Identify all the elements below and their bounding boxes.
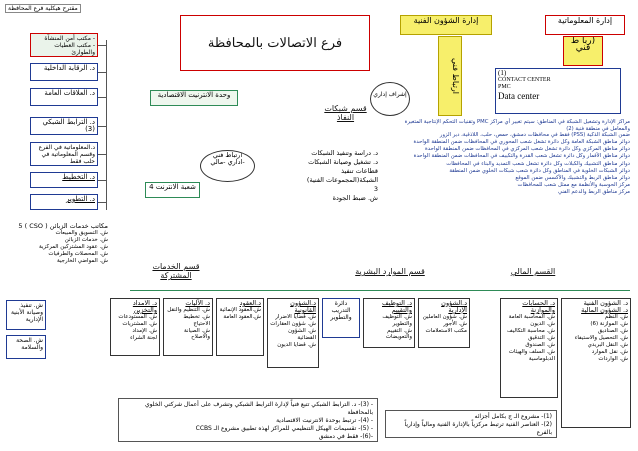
cso-item: ش. التسويق والمبيعات [55,230,108,236]
note-left-line: - (4)- ترتبط بوحدة الانترنيت الاقتصادية [276,417,373,424]
branch-info-box: د.المعلوماتية في الفرع وقسم المعلوماتية في حلب فقط [30,142,98,166]
pmc-label: PMC [498,84,511,90]
internal-audit-box: د. الرقابة الداخلية [30,63,98,81]
cso-box [5,222,110,278]
financial-affairs-item: ش. الموازنة (6) [590,321,628,327]
accounts-list [503,314,555,362]
pmc-contact-center: CONTACT CENTER [498,77,551,83]
health-safety-box: ش. الصحة والسلامة [6,335,46,359]
vehicles-item: ش. الصيانة والاصلاح [184,327,210,340]
accounts-item: ش. محاسبة التكاليف [507,328,555,334]
description-line: مركز الحوسبة والأنظمة مع ممثل شعب للمحافظات [517,181,630,188]
description-lines [384,132,630,195]
info-management-box: إدارة المعلوماتية [545,15,625,35]
page-title: فرع الاتصالات بالمحافظة [180,15,370,71]
development-box: د. التطوير [30,194,98,210]
description-line: دوائر مناطق الشبكة العامة وكل دائرة تشغل شعب المحوري في المحافظات ضمن المنطقة الواحدة [413,139,630,146]
proposal-tag: مقترح هيكلية فرع المحافظة [5,4,81,13]
info-sub-box: (ربا ط فني [563,36,603,66]
financial-affairs-item: ش. النظم [604,314,628,320]
vehicles-box [163,298,213,356]
econ-unit-box: وحدة الانترنيت الاقتصادية [150,90,238,106]
financial-affairs-item: ش. النقل البريدي [587,342,628,348]
supply-item: لجنة الشراء [130,335,157,341]
cso-item: ش. المحصلات والطرفيات [48,251,108,257]
description-line: دوائر مناطق التشبيك والكبلات وكل دائرة تشغل شعب التمديد والبناء في المحافظات [446,160,630,167]
staffing-box [363,298,415,348]
tech-management-box: إدارة الشؤون الفنية [400,15,492,35]
staffing-item: ش. التوظيف والتطوير [382,314,412,327]
vehicles-title: د. الآليات [185,299,210,307]
cso-title: مكاتب خدمات الزبائن ( CSO ) 5 [18,222,108,230]
financial-affairs-subtitle: د. الشؤون المالية [581,306,628,314]
networks-item: د. تشغيل وصيانة الشبكات [308,158,378,166]
financial-affairs-item: ش. الواردات [598,356,628,362]
legal-box [267,298,319,368]
hr-affairs-title: د.الشؤون الإدارية [441,299,467,314]
networks-item: د. دراسة وتنفيذ الشبكات [311,149,378,157]
accounts-item: ش. الديون [530,321,555,327]
hr-affairs-box [418,298,470,348]
notes-left-box [118,398,378,442]
staffing-title: د. التوظيف والتقييم [382,299,412,314]
admin-supervision-bubble: إشراف إداري [370,82,410,116]
network-links-box: د. الترابط الشبكي (3) [30,117,98,135]
accounts-title: د. الحسابات والموازنة [522,299,555,314]
access-networks-section: قسم شبكات النفاذ [324,104,367,122]
networks-item: قطاعات تنفيذ الشبكة(المجموعات الفنية) 3 [306,167,378,193]
legal-item: ش. قضايا الديون [277,341,316,348]
hr-affairs-list [421,314,467,335]
financial-affairs-box [561,298,631,428]
legal-list [270,314,316,348]
vehicles-item: ش. التنظيم والنقل [167,307,210,313]
tech-link-box: ارتباط فني -اداري -مالي [200,150,255,182]
staffing-item: ش. التقييم والتعويضات [385,327,412,340]
accounts-item: ش. المحاسبة العامة [508,314,555,320]
cso-item: ش. عقود المشتركين المركزية [38,244,108,250]
supply-title: د. الامداد والتخزين [132,299,157,314]
finance-section: القسم المالي [510,267,556,276]
notes-right-box [385,410,557,438]
pmc-data-center: Data center [498,91,540,101]
public-relations-box: د. العلاقات العامة [30,88,98,106]
pmc-number: (1) [498,69,507,77]
training-box: دائرة التدريب والتطوير [322,298,360,338]
hr-affairs-item: ش. شؤون العاملين [422,314,467,320]
hr-affairs-item: ش. الأجور [443,321,467,327]
hr-affairs-item: مكتب الاستعلامات [425,328,467,334]
note-left-line: -(6)- فقط في دمشق [318,433,373,440]
description-box [382,118,632,260]
note-right-line: (2)- العناصر الفنية ترتبط مركزياً بالإدارة الفنية ومالياً وإدارياً بالفرع [404,421,552,436]
supply-list [113,314,157,342]
vertical-tech-link: ارتباط فني [438,36,462,116]
accounts-item: ش. التدقيق [528,335,555,341]
staffing-list [366,314,412,341]
legal-item: ش. شؤون العقارات [270,321,316,327]
networks-list-box [300,148,380,220]
accounts-item: ش. السلف والهيئات الدبلوماسية [508,349,555,362]
security-office-box: - مكتب أمن المنشآة - مكتب العطيات والطوارئ [30,33,98,57]
accounts-item: ش. الصندوق [525,342,555,348]
supply-item: ش. المستودعات [118,314,157,320]
financial-affairs-list [564,314,628,363]
description-line: دوائر مناطق المركزي وكل دائرة تشغل شعب المركزي في المحافظات ضمن المنطقة الواحدة [425,146,630,153]
financial-affairs-item: ش. التحصيل والاستيفاء [574,335,628,341]
vehicles-list [166,307,210,341]
note-left-line: - (3)- د. الترابط الشبكي تتبع فنياً لإدارة الترابط الشبكي وتشرف على أعمال شركتي الخلوي بالمحافظة [144,401,373,416]
description-line: دوائر الشبكات الخلوية في المناطق وكل دائرة شعب شبكات الخلوي ضمن المنطقة [449,167,630,174]
description-line: ضمن الشبكة الذكية (PSS) فقط في محافظات دمشق، حمص، حلب، اللاذقية، دير الزور [439,132,630,139]
description-line: دوائر مناطق الربط والتشبيك والأكسس ضمن الموقع [515,174,630,181]
legal-item: ش. الشؤون القضائية [288,328,316,341]
contracts-box [216,298,264,356]
description-line: مركز مناطق الربط والدعم الفني [557,188,630,195]
pmc-box [495,68,621,114]
cso-item: ش. خدمات الزبائن [64,237,108,243]
legal-item: ش. قضايا الاضرار [275,314,316,320]
accounts-box [500,298,558,398]
contracts-title: د.العقود [239,299,261,307]
description-lead: مراكز الإدارة وتشغيل الشبكة في المناطق: سيتم تغيير أي مراكز PMC وتقنيات التحكم الإنتاجية المتغيرة والمعامل في منطقة فنية (2) [404,119,630,132]
contracts-item: ش.العقود العامة [223,314,261,320]
contracts-list [219,307,261,321]
supply-item: ش. المشتريات [122,321,157,327]
note-right-line: (1)- مشروع الـ ج بكامل أجزائه [474,413,552,420]
description-line: دوائر مناطق الأقمار وكل دائرة تشغل شعب القدرة والتكييف في المحافظات ضمن المنطقة الواحدة [413,153,630,160]
supply-box [110,298,160,356]
legal-title: د.الشؤون القانونية [290,299,316,314]
vehicles-item: ش. تخطيط الاحتياج [183,314,210,327]
internet-division-box: شعبة الانترنت 4 [145,182,200,198]
supply-item: ش. الإمداد [132,328,157,334]
cso-item: ش. المواضي الخارجية [56,258,108,264]
networks-item: ش. ضبط الجودة [332,194,378,202]
hr-section: قسم الموارد البشرية [355,267,425,276]
financial-affairs-title: د. الشؤون الفنية [583,299,628,307]
financial-affairs-item: ش. الصناديق [597,328,628,334]
buildings-maintenance-box: ش. تنفيذ وصيانة الأبنية الإدارية [6,300,46,330]
note-left-line: - (5)- تقسيمات الهيكل التنظيمي للمراكز لهذه تطبيق مشروع الـ CCBS [195,425,373,432]
contracts-item: ش.العقود الإنمائية [219,307,261,313]
shared-services-section: قسم الخدمات المشتركة [152,262,200,280]
cso-list [7,230,108,265]
financial-affairs-item: ش. نقل الموارد [591,349,628,355]
planning-box: د. التخطيط [30,172,98,188]
